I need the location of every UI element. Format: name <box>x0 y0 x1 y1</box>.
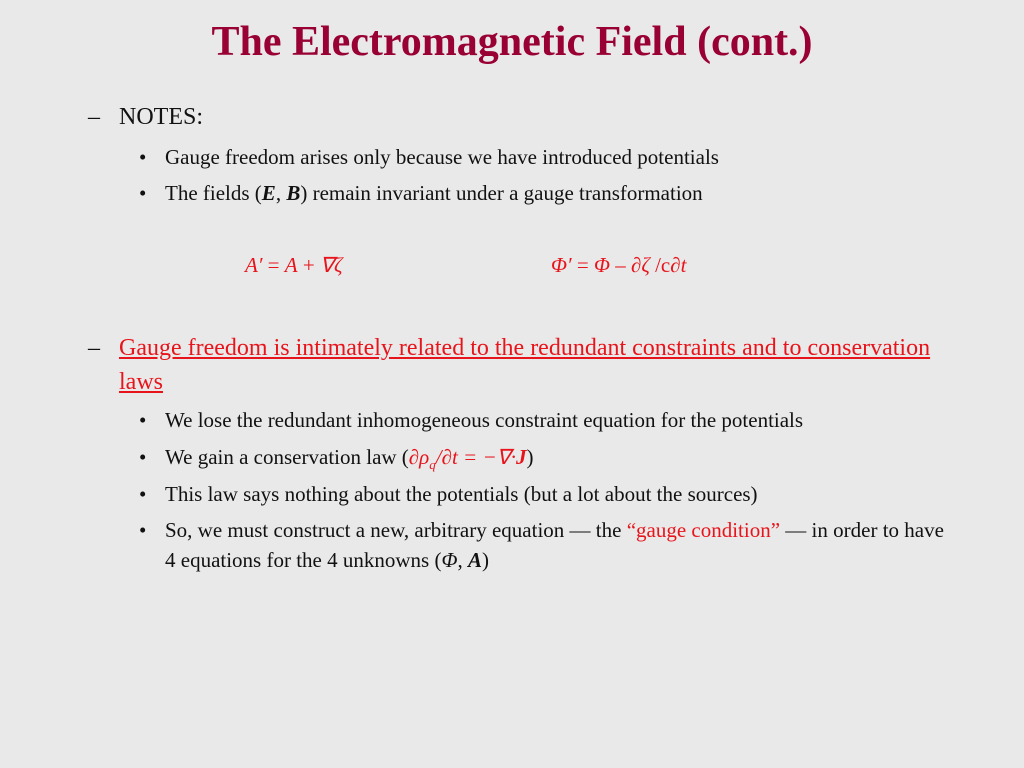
bullet-marker: • <box>139 408 147 432</box>
text-fragment: We gain a conservation law ( <box>165 445 409 469</box>
text-fragment: , <box>457 548 468 572</box>
slide-title: The Electromagnetic Field (cont.) <box>211 19 813 65</box>
eq-term: ∂ρ <box>408 445 430 469</box>
eq-term: ∂ζ <box>630 253 650 277</box>
eq-term: /∂t = −∇· <box>435 445 516 469</box>
eq-operator: = <box>571 253 594 277</box>
gauge-item-3 <box>139 479 959 509</box>
gauge-item-text: We lose the redundant inhomogeneous constraint equation for the potentials <box>165 408 804 432</box>
dash-marker: – <box>88 104 100 130</box>
eq-term: ∇ζ <box>319 253 343 277</box>
field-e: E <box>261 181 276 205</box>
gauge-item-1 <box>139 405 959 435</box>
gauge-item-2 <box>139 442 959 480</box>
eq-term: A′ <box>245 253 263 277</box>
gauge-condition-highlight: “gauge condition” <box>626 518 781 542</box>
gauge-item-text <box>165 442 959 480</box>
text-fragment: ) <box>481 548 489 572</box>
conservation-equation <box>408 445 527 473</box>
current-j: J <box>515 445 527 469</box>
bullet-marker: • <box>139 518 147 542</box>
eq-term: ∂t <box>670 253 687 277</box>
eq-term: A <box>284 253 298 277</box>
eq-subscript: q <box>429 457 436 473</box>
gauge-item-text <box>165 515 959 575</box>
bullet-marker: • <box>139 445 147 469</box>
notes-heading <box>88 100 203 134</box>
notes-item-2 <box>139 178 959 208</box>
gauge-heading <box>88 331 968 399</box>
eq-term: Φ <box>593 253 610 277</box>
field-b: B <box>286 181 301 205</box>
dash-marker: – <box>88 335 100 361</box>
bullet-marker: • <box>139 181 147 205</box>
text-fragment: , <box>275 181 287 205</box>
text-fragment: So, we must construct a new, arbitrary equation — the <box>165 518 627 542</box>
eq-operator: = <box>262 253 285 277</box>
notes-item-1 <box>139 142 959 172</box>
text-fragment: ) remain invariant under a gauge transformation <box>300 181 703 205</box>
bullet-marker: • <box>139 145 147 169</box>
eq-operator: + <box>297 253 320 277</box>
gauge-heading-text: Gauge freedom is intimately related to the redundant constraints and to conservation laws <box>119 335 931 395</box>
bullet-marker: • <box>139 482 147 506</box>
notes-label: NOTES: <box>119 104 203 130</box>
equation-vector-potential <box>245 253 343 278</box>
notes-item-text <box>165 178 959 208</box>
eq-operator: / <box>649 253 661 277</box>
gauge-item-4 <box>139 515 959 575</box>
text-fragment: ) <box>526 445 534 469</box>
eq-term: c <box>660 253 671 277</box>
eq-operator: – <box>609 253 631 277</box>
equation-scalar-potential <box>551 253 686 278</box>
eq-term: Φ <box>441 548 458 572</box>
eq-term: Φ′ <box>551 253 572 277</box>
text-fragment: — in order to have 4 equations for the 4 unknowns ( <box>165 518 944 572</box>
text-fragment: The fields ( <box>165 181 262 205</box>
notes-item-text: Gauge freedom arises only because we have introduced potentials <box>165 145 719 169</box>
gauge-item-text: This law says nothing about the potentials (but a lot about the sources) <box>165 482 758 506</box>
eq-term: A <box>467 548 482 572</box>
